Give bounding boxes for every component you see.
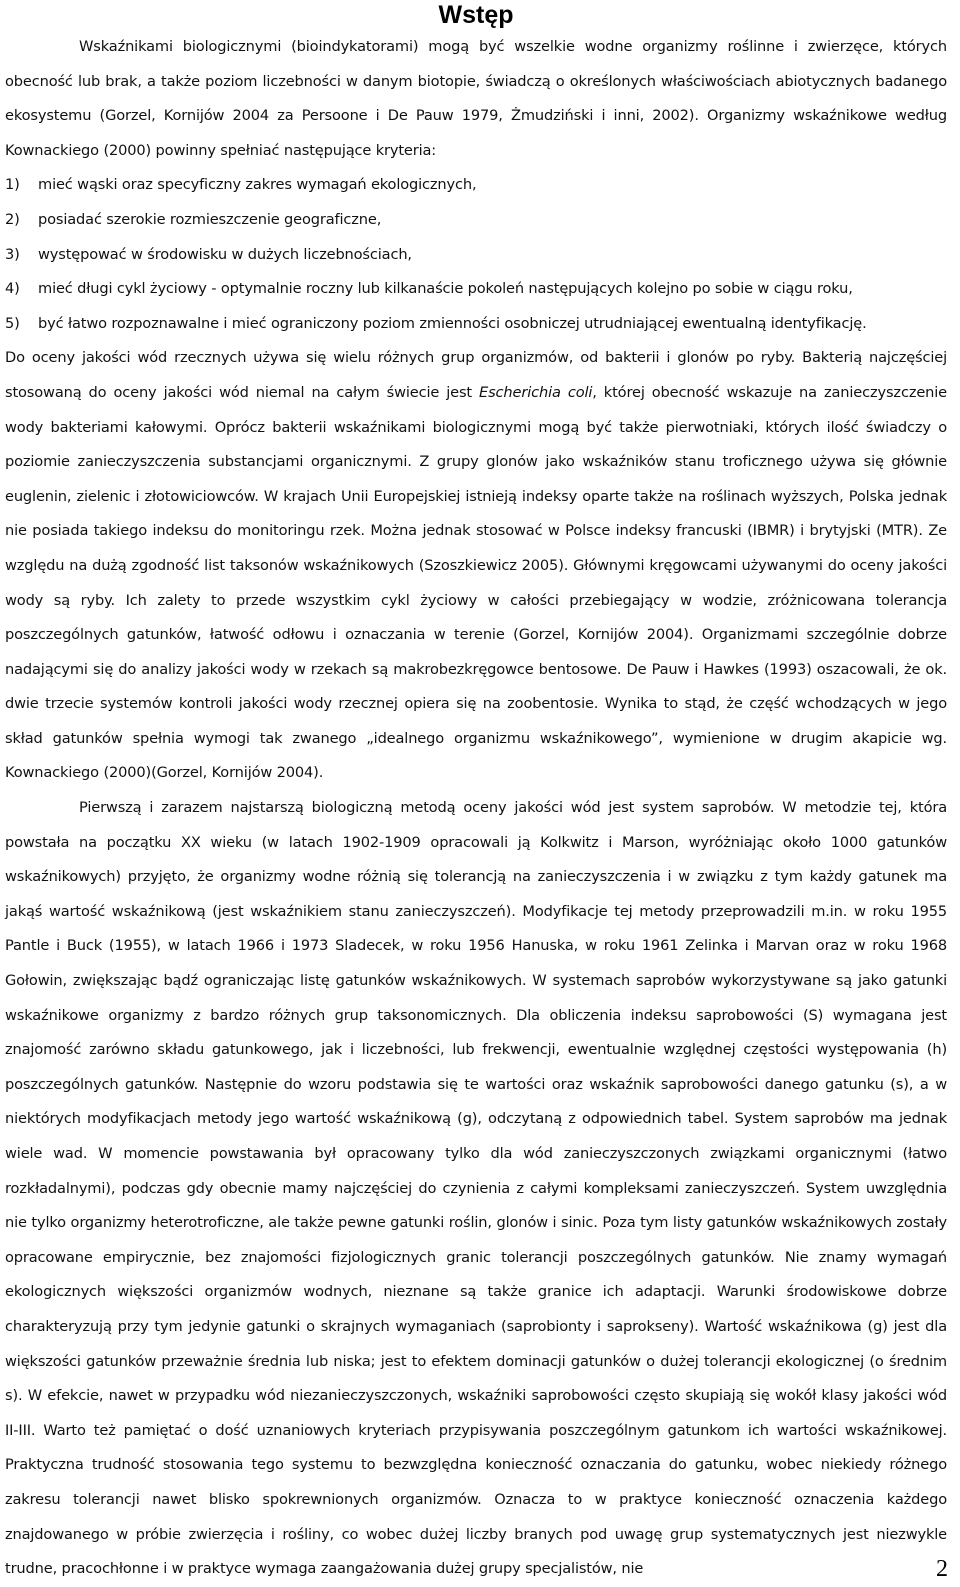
criteria-text: mieć wąski oraz specyficzny zakres wymagań ekologicznych,	[38, 176, 477, 194]
criteria-item	[5, 307, 947, 342]
criteria-number: 3)	[5, 245, 20, 263]
criteria-number: 5)	[5, 314, 20, 332]
species-name: Escherichia coli	[479, 383, 593, 401]
page-number: 2	[936, 1556, 948, 1582]
criteria-text: posiadać szerokie rozmieszczenie geograficzne,	[38, 210, 382, 228]
criteria-item	[5, 238, 947, 273]
criteria-list	[5, 168, 947, 341]
criteria-number: 1)	[5, 176, 20, 194]
criteria-text: być łatwo rozpoznawalne i mieć ograniczony poziom zmienności osobniczej utrudniającej ewentualną identyfikację.	[38, 314, 867, 332]
criteria-number: 2)	[5, 210, 20, 228]
saprobic-system-paragraph: Pierwszą i zarazem najstarszą biologiczną metodą oceny jakości wód jest system saprobów. W metodzie tej, która powstała na początku XX wieku (w latach 1902-1909 opracowali ją Kolkwitz i Marson, wyróżniając około 1000 gatunków wskaźnikowych) przyjęto, że organizmy wodne różnią się tolerancją na zanieczyszczenia i w związku z tym każdy gatunek ma jakąś wartość wskaźnikową (jest wskaźnikiem stanu zanieczyszczeń). Modyfikacje tej metody przeprowadzili m.in. w roku 1955 Pantle i Buck (1955), w latach 1966 i 1973 Sladecek, w roku 1956 Hanuska, w roku 1961 Zelinka i Marvan oraz w roku 1968 Gołowin, zwiększając bądź ograniczając listę gatunków wskaźnikowych. W systemach saprobów wykorzystywane są jako gatunki wskaźnikowe organizmy z bardzo różnych grup taksonomicznych. Dla obliczenia indeksu saprobowości (S) wymagana jest znajomość zarówno składu gatunkowego, jak i liczebności, lub frekwencji, ewentualnie względnej częstości występowania (h) poszczególnych gatunków. Następnie do wzoru podstawia się te wartości oraz wskaźnik saprobowości danego gatunku (s), a w niektórych modyfikacjach metody jego wartość wskaźnikową (g), odczytaną z odpowiednich tabel. System saprobów ma jednak wiele wad. W momencie powstawania był opracowany tylko dla wód zanieczyszczonych związkami organicznymi (łatwo rozkładalnymi), podczas gdy obecnie mamy najczęściej do czynienia z całymi kompleksami zanieczyszczeń. System uwzględnia nie tylko organizmy heterotroficzne, ale także pewne gatunki roślin, glonów i sinic. Poza tym listy gatunków wskaźnikowych zostały opracowane empirycznie, bez znajomości fizjologicznych granic tolerancji poszczególnych gatunków. Nie znamy wymagań ekologicznych większości organizmów wodnych, nieznane są także granice ich adaptacji. Warunki środowiskowe dobrze charakteryzują przy tym jedynie gatunki o skrajnych wymaganiach (saprobionty i saprokseny). Wartość wskaźnikowa (g) jest dla większości gatunków przeważnie średnia lub niska; jest to efektem dominacji gatunków o dużej tolerancji ekologicznej (o średnim s). W efekcie, nawet w przypadku wód niezanieczyszczonych, wskaźniki saprobowości często skupiają się wokół klasy jakości wód II-III. Warto też pamiętać o dość uznaniowych kryteriach przypisywania poszczególnym gatunkom ich wartości wskaźnikowej. Praktyczna trudność stosowania tego systemu to bezwzględna konieczność oznaczania do gatunku, wobec niekiedy różnego zakresu tolerancji nawet blisko spokrewnionych organizmów. Oznacza to w praktyce konieczność oznaczenia każdego znajdowanego w próbie zwierzęcia i rośliny, co wobec dużej liczby branych pod uwagę grup systematycznych jest niezwykle trudne, pracochłonne i w praktyce wymaga zaangażowania dużej grupy specjalistów, nie	[5, 799, 947, 1578]
criteria-item	[5, 272, 947, 307]
criteria-text: mieć długi cykl życiowy - optymalnie roczny lub kilkanaście pokoleń następujących kolejno po sobie w ciągu roku,	[38, 280, 853, 298]
paragraph-text: , której obecność wskazuje na zanieczyszczenie wody bakteriami kałowymi. Oprócz bakterii wskaźnikami biologicznymi mogą być także pierwotniaki, których ilość świadczy o poziomie zanieczyszczenia substancjami organicznymi. Z grupy glonów jako wskaźników stanu troficznego używa się głównie euglenin, zielenic i złotowiciowców. W krajach Unii Europejskiej istnieją indeksy oparte także na roślinach wyższych, Polska jednak nie posiada takiego indeksu do monitoringu rzek. Można jednak stosować w Polsce indeksy francuski (IBMR) i brytyjski (MTR). Ze względu na dużą zgodność list taksonów wskaźnikowych (Szoszkiewicz 2005). Głównymi kręgowcami używanymi do oceny jakości wody są ryby. Ich zalety to przede wszystkim cykl życiowy w całości przebiegający w wodzie, zróżnicowana tolerancja poszczególnych gatunków, łatwość odłowu i oznaczania w terenie (Gorzel, Kornijów 2004). Organizmami szczególnie dobrze nadającymi się do analizy jakości wody w rzekach są makrobezkręgowce bentosowe. De Pauw i Hawkes (1993) oszacowali, że ok. dwie trzecie systemów kontroli jakości wody rzecznej opiera się na zoobentosie. Wynika to stąd, że część wchodzących w jego skład gatunków spełnia wymogi tak zwanego „idealnego organizmu wskaźnikowego”, wymienione w drugim akapicie wg. Kownackiego (2000)(Gorzel, Kornijów 2004).	[5, 383, 947, 782]
criteria-number: 4)	[5, 280, 20, 298]
bioindicators-paragraph	[5, 341, 947, 791]
intro-paragraph: Wskaźnikami biologicznymi (bioindykatorami) mogą być wszelkie wodne organizmy roślinne i zwierzęce, których obecność lub brak, a także poziom liczebności w danym biotopie, świadczą o określonych właściwościach abiotycznych badanego ekosystemu (Gorzel, Kornijów 2004 za Persoone i De Pauw 1979, Żmudziński i inni, 2002). Organizmy wskaźnikowe według Kownackiego (2000) powinny spełniać następujące kryteria:	[5, 38, 947, 159]
criteria-text: występować w środowisku w dużych liczebnościach,	[38, 245, 412, 263]
document-page	[5, 0, 947, 1587]
paragraph-text: Do oceny jakości wód rzecznych używa się wielu różnych grup organizmów, od bakterii i glonów po ryby. Bakterią najczęściej stosowaną do oceny jakości wód niemal na całym świecie jest	[5, 349, 947, 401]
page-title: Wstęp	[438, 1, 514, 29]
criteria-item	[5, 203, 947, 238]
criteria-item	[5, 168, 947, 203]
